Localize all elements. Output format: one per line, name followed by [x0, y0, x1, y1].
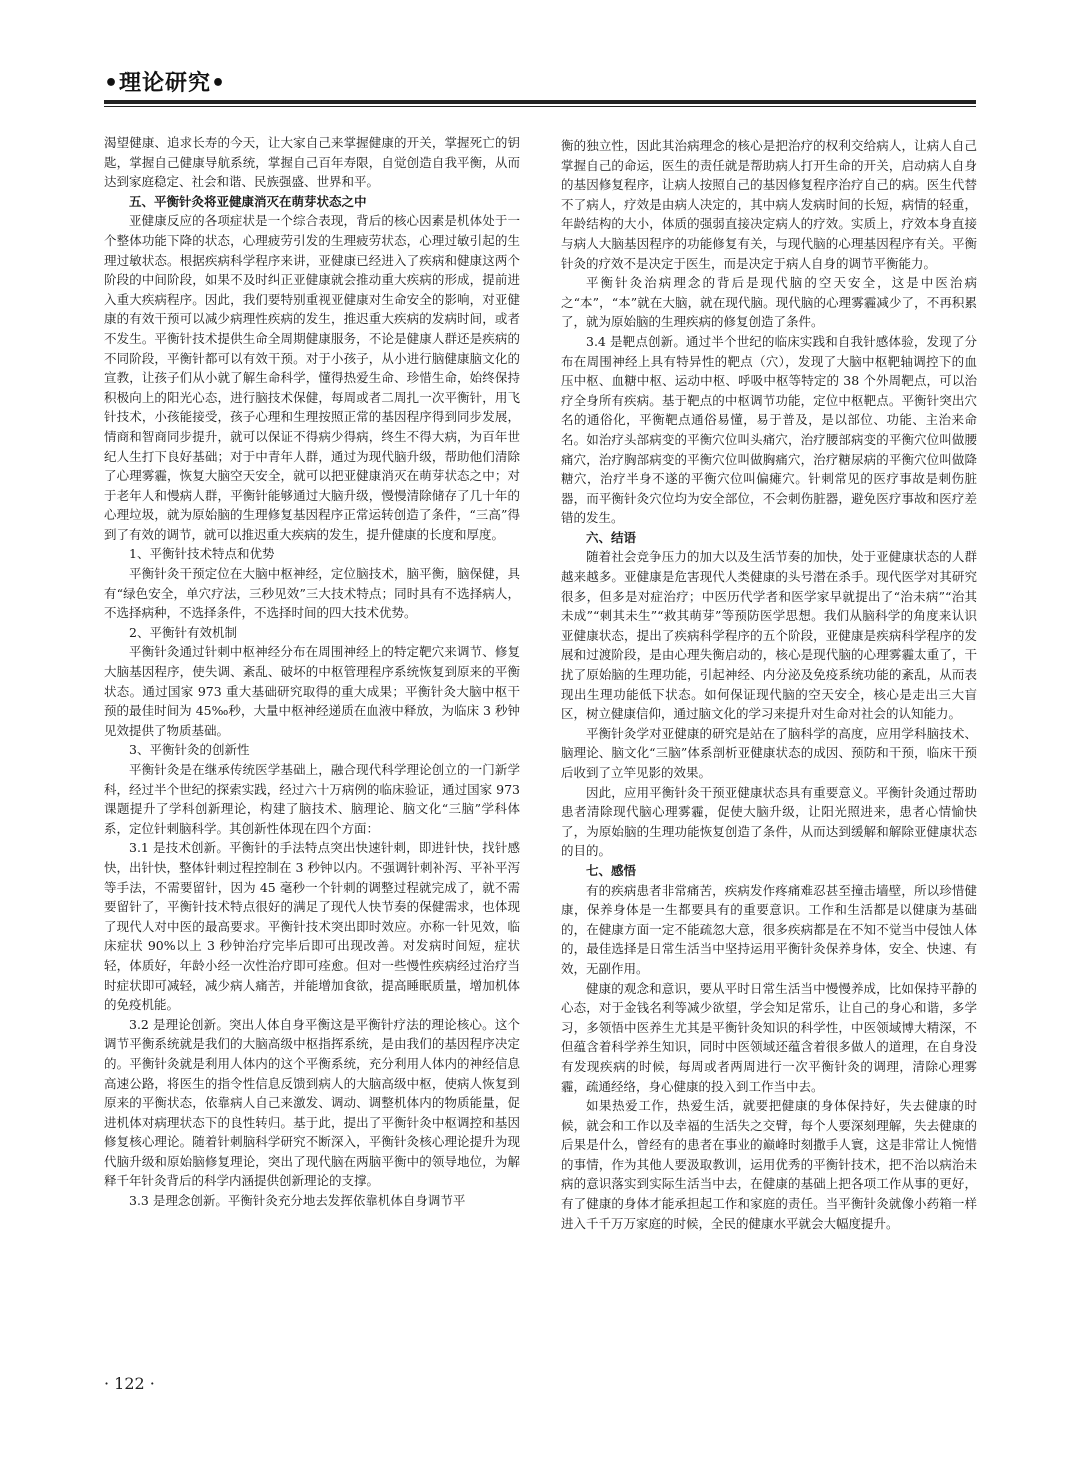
paragraph: 平衡针灸治病理念的背后是现代脑的空天安全，这是中医治病之“本”，“本”就在大脑，就在现代脑。现代脑的心理雾霾减少了，不再积累了，就为原始脑的生理疾病的修复创造了条件。 [561, 275, 977, 330]
paragraph: 健康的观念和意识，要从平时日常生活当中慢慢养成，比如保持平静的心态，对于金钱名利等减少欲望，学会知足常乐，让自己的身心和谐，多学习，多领悟中医养生尤其是平衡针灸知识的科学性，中医领域博大精深，不但蕴含着科学养生知识，同时中医领域还蕴含着很多做人的道理，在自身没有发现疾病的时候，每周或者两周进行一次平衡针灸的调理，清除心理雾霾，疏通经络，身心健康的投入到工作当中去。 [561, 980, 977, 1094]
section-heading: 七、感悟 [586, 862, 637, 878]
right-column [561, 136, 977, 1358]
subsection-heading: 3、平衡针灸的创新性 [129, 742, 250, 758]
section-label: •理论研究• [104, 71, 227, 96]
paragraph: 亚健康反应的各项症状是一个综合表现，背后的核心因素是机体处于一个整体功能下降的状态，心理疲劳引发的生理疲劳状态，心理过敏引起的生理过敏状态。根据疾病科学程序来讲，亚健康已经进入了疾病和健康这两个阶段的中间阶段，如果不及时纠正亚健康就会推动重大疾病的形成，提前进入重大疾病程序。因此，我们要特别重视亚健康对生命安全的影响，对亚健康的有效干预可以减少病理性疾病的发生，推迟重大疾病的发病时间，或者不发生。平衡针技术提供生命全周期健康服务，不论是健康人群还是疾病的不同阶段，平衡针都可以有效干预。对于小孩子，从小进行脑健康脑文化的宣教，让孩子们从小就了解生命科学，懂得热爱生命、珍惜生命，始终保持积极向上的阳光心态，进行脑技术保健，每周或者二周扎一次平衡针，用飞针技术，小孩能接受，孩子心理和生理按照正常的基因程序得到同步发展，情商和智商同步提升，就可以保证不得病少得病，终生不得大病，为百年世纪人生打下良好基础；对于中青年人群，通过为现代脑升级，帮助他们清除了心理雾霾，恢复大脑空天安全，就可以把亚健康消灭在萌芽状态之中；对于老年人和慢病人群，平衡针能够通过大脑升级，慢慢清除储存了几十年的心理垃圾，就为原始脑的生理修复基因程序正常运转创造了条件，“三高”得到了有效的调节，就可以推迟重大疾病的发生，提升健康的长度和厚度。 [104, 213, 520, 542]
header-rule-thin [104, 106, 976, 107]
left-column [104, 133, 520, 1355]
paragraph: 3.3 是理念创新。平衡针灸充分地去发挥依靠机体自身调节平 [129, 1193, 466, 1209]
paragraph: 有的疾病患者非常痛苦，疾病发作疼痛难忍甚至撞击墙壁，所以珍惜健康，保养身体是一生都要具有的重要意识。工作和生活都是以健康为基础的，在健康方面一定不能疏忽大意，很多疾病都是在不知不觉当中侵蚀人体的，最佳选择是日常生活当中坚持运用平衡针灸保养身体，安全、快速、有效，无副作用。 [561, 882, 977, 976]
paragraph: 随着社会竞争压力的加大以及生活节奏的加快，处于亚健康状态的人群越来越多。亚健康是危害现代人类健康的头号潜在杀手。现代医学对其研究很多，但多是对症治疗；中医历代学者和医学家早就提出了“治未病”“治其未成”“刺其未生”“救其萌芽”等预防医学思想。我们从脑科学的角度来认识亚健康状态，提出了疾病科学程序的五个阶段，亚健康是疾病科学程序的发展和过渡阶段，是由心理失衡启动的，核心是现代脑的心理雾霾太重了，干扰了原始脑的生理功能，引起神经、内分泌及免疫系统功能的紊乱，从而表现出生理功能低下状态。如何保证现代脑的空天安全，核心是走出三大盲区，树立健康信仰，通过脑文化的学习来提升对生命对社会的认知能力。 [561, 549, 977, 722]
paragraph: 衡的独立性，因此其治病理念的核心是把治疗的权利交给病人，让病人自己掌握自己的命运，医生的责任就是帮助病人打开生命的开关，启动病人自身的基因修复程序，让病人按照自己的基因修复程序治疗自己的病。医生代替不了病人，疗效是由病人决定的，其中病人发病时间的长短，病情的轻重，年龄结构的大小，体质的强弱直接决定病人的疗效。实质上，疗效本身直接与病人大脑基因程序的功能修复有关，与现代脑的心理基因程序有关。平衡针灸的疗效不是决定于医生，而是决定于病人自身的调节平衡能力。 [561, 138, 977, 271]
paragraph: 3.2 是理论创新。突出人体自身平衡这是平衡针疗法的理论核心。这个调节平衡系统就是我们的大脑高级中枢指挥系统，是由我们的基因程序决定的。平衡针灸就是利用人体内的这个平衡系统，充分利用人体内的神经信息高速公路，将医生的指令性信息反馈到病人的大脑高级中枢，使病人恢复到原来的平衡状态，依靠病人自己来激发、调动、调整机体内的物质能量，促进机体对病理状态下的良性转归。基于此，提出了平衡针灸中枢调控和基因修复核心理论。随着针刺脑科学研究不断深入，平衡针灸核心理论提升为现代脑升级和原始脑修复理论，突出了现代脑在两脑平衡中的领导地位，为解释千年针灸背后的科学内涵提供创新理论的支撑。 [104, 1016, 520, 1189]
section-heading: 六、结语 [586, 529, 637, 545]
page-number: · 122 · [104, 1374, 155, 1393]
subsection-heading: 1、平衡针技术特点和优势 [129, 546, 275, 562]
paragraph: 3.4 是靶点创新。通过半个世纪的临床实践和自我针感体验，发现了分布在周围神经上具有特异性的靶点（穴），发现了大脑中枢靶轴调控下的血压中枢、血糖中枢、运动中枢、呼吸中枢等特定的 38 个外周靶点，可以治疗全身所有疾病。基于靶点的中枢调节功能，定位中枢靶点。平衡针突出穴名的通俗化，平衡靶点通俗易懂，易于普及，是以部位、功能、主治来命名。如治疗头部病变的平衡穴位叫头痛穴，治疗腰部病变的平衡穴位叫做腰痛穴，治疗胸部病变的平衡穴位叫做胸痛穴，治疗糖尿病的平衡穴位叫做降糖穴，治疗半身不遂的平衡穴位叫偏瘫穴。针刺常见的医疗事故是刺伤脏器，而平衡针灸穴位均为安全部位，不会刺伤脏器，避免医疗事故和医疗差错的发生。 [561, 333, 977, 526]
subsection-heading: 2、平衡针有效机制 [129, 624, 237, 640]
paragraph: 如果热爱工作，热爱生活，就要把健康的身体保持好，失去健康的时候，就会和工作以及幸福的生活失之交臂，每个人要深刻理解，失去健康的后果是什么，曾经有的患者在事业的巅峰时刻撒手人寰，这是非常让人惋惜的事情，作为其他人要汲取教训，运用优秀的平衡针技术，把不治以病治未病的意识落实到实际生活当中去，在健康的基础上把各项工作从事的更好，有了健康的身体才能承担起工作和家庭的责任。当平衡针灸就像小药箱一样进入千千万万家庭的时候，全民的健康水平就会大幅度提升。 [561, 1098, 977, 1231]
paragraph: 平衡针灸干预定位在大脑中枢神经，定位脑技术，脑平衡，脑保健，具有“绿色安全，单穴疗法，三秒见效”三大技术特点；同时具有不选择病人，不选择病种，不选择条件，不选择时间的四大技术优势。 [104, 566, 520, 621]
header-rule-thick [104, 100, 976, 104]
paragraph: 平衡针灸通过针刺中枢神经分布在周围神经上的特定靶穴来调节、修复大脑基因程序，使失调、紊乱、破坏的中枢管理程序系统恢复到原来的平衡状态。通过国家 973 重大基础研究取得的重大成果；平衡针灸大脑中枢干预的最佳时间为 45‰秒，大量中枢神经递质在血液中释放，为临床 3 秒钟见效提供了物质基础。 [104, 644, 520, 738]
paragraph: 平衡针灸是在继承传统医学基础上，融合现代科学理论创立的一门新学科，经过半个世纪的探索实践，经过六十万病例的临床验证，通过国家 973 课题提升了学科创新理论，构建了脑技术、脑理论、脑文化“三脑”学科体系，定位针刺脑科学。其创新性体现在四个方面： [104, 762, 520, 836]
paragraph: 因此，应用平衡针灸干预亚健康状态具有重要意义。平衡针灸通过帮助患者清除现代脑心理雾霾，促使大脑升级，让阳光照进来，患者心情愉快了，为原始脑的生理功能恢复创造了条件，从而达到缓解和解除亚健康状态的目的。 [561, 784, 977, 859]
running-header [104, 62, 976, 98]
paragraph: 平衡针灸学对亚健康的研究是站在了脑科学的高度，应用学科脑技术、脑理论、脑文化“三脑”体系剖析亚健康状态的成因、预防和干预，临床干预后收到了立竿见影的效果。 [561, 725, 977, 780]
section-heading: 五、平衡针灸将亚健康消灭在萌芽状态之中 [129, 193, 367, 209]
paragraph: 3.1 是技术创新。平衡针的手法特点突出快速针刺，即进针快，找针感快，出针快，整体针刺过程控制在 3 秒钟以内。不强调针刺补泻、平补平泻等手法，不需要留针，因为 45 毫秒一个针刺的调整过程就完成了，就不需要留针了，平衡针技术特点很好的满足了现代人快节奏的保健需求，也体现了现代人对中医的最高要求。平衡针技术突出即时效应。亦称一针见效，临床症状 90%以上 3 秒钟治疗完毕后即可出现改善。对发病时间短，症状轻，体质好，年龄小经一次性治疗即可痊愈。但对一些慢性疾病经过治疗当时症状即可减轻，减少病人痛苦，并能增加食欲，提高睡眠质量，增加机体的免疫机能。 [104, 840, 520, 1013]
paragraph: 渴望健康、追求长寿的今天，让大家自己来掌握健康的开关，掌握死亡的钥匙，掌握自己健康导航系统，掌握自己百年寿限，自觉创造自我平衡，从而达到家庭稳定、社会和谐、民族强盛、世界和平。 [104, 135, 520, 190]
